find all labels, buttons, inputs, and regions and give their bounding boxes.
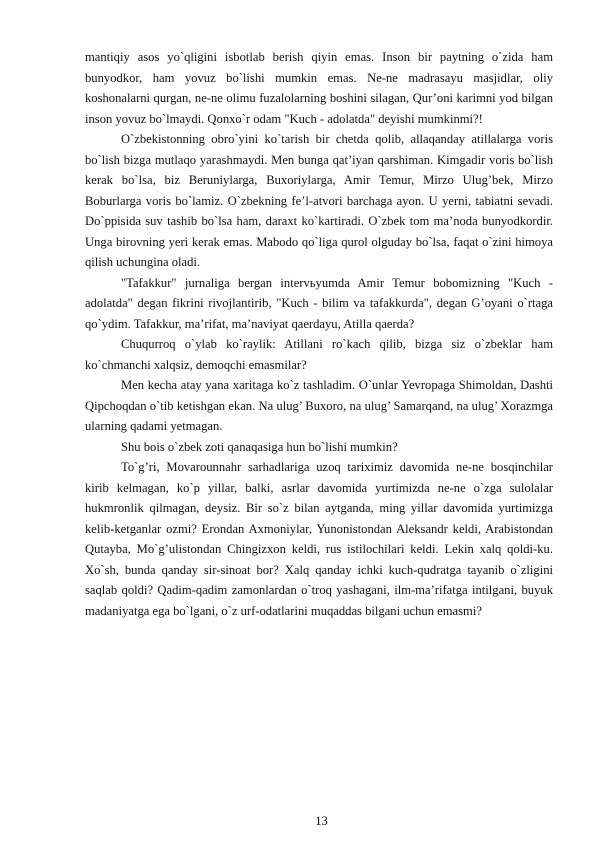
paragraph: "Tafakkur" jurnaliga bergan intervьyumda Amir Temur bobomizning "Kuch - adolatda" degan fikrini rivojlantirib, "Kuch - bilim va tafakkurda", degan G’oyani o`rtaga qo`ydim. Tafakkur, ma’rifat, ma’naviyat qaerdayu, Atilla qaerda? — [85, 275, 553, 331]
body-text — [85, 47, 553, 621]
paragraph: Shu bois o`zbek zoti qanaqasiga hun bo`lishi mumkin? — [121, 439, 398, 454]
paragraph: O`zbekistonning obro`yini ko`tarish bir chetda qolib, allaqanday atillalarga voris bo`lish bizga mutlaqo yarashmaydi. Men bunga qat’iyan qarshiman. Kimgadir voris bo`lish kerak bo`lsa, biz Beruniylarga, Buxoriylarga, Amir Temur, Mirzo Ulug’bek, Mirzo Boburlarga voris bo`lamiz. O`zbekning fe’l-atvori barchaga ayon. U yerni, tabiatni sevadi. Do`ppisida suv tashib bo`lsa ham, daraxt ko`kartiradi. O`zbek tom ma’noda bunyodkordir. Unga birovning yeri kerak emas. Mabodo qo`liga qurol olguday bo`lsa, faqat o`zini himoya qilish uchungina oladi. — [85, 132, 553, 269]
paragraph-continuation: mantiqiy asos yo`qligini isbotlab berish qiyin emas. Inson bir paytning o`zida ham bunyodkor, ham yovuz bo`lishi mumkin emas. Ne-ne madrasayu masjidlar, oliy koshonalarni qurgan, ne-ne olimu fuzalolarning boshini silagan, Qur’oni karimni yod bilgan inson yovuz bo`lmaydi. Qonxo`r odam "Kuch - adolatda" deyishi mumkinmi?! — [85, 50, 553, 126]
paragraph: To`g’ri, Movarounnahr sarhadlariga uzoq tariximiz davomida ne-ne bosqinchilar kirib kelmagan, ko`p yillar, balki, asrlar davomida yurtimizda ne-ne o`zga sulolalar hukmronlik qilmagan, deysiz. Bir so`z bilan aytganda, ming yillar davomida yurtimizga kelib-ketganlar ozmi? Erondan Axmoniylar, Yunonistondan Aleksandr keldi, Arabistondan Qutayba, Mo`g’ulistondan Chingizxon keldi, rus istilochilari keldi. Lekin xalq qoldi-ku. Xo`sh, bunda qanday sir-sinoat bor? Xalq qanday ichki kuch-qudratga tayanib o`zligini saqlab qoldi? Qadim-qadim zamonlardan o`troq yashagani, ilm-ma’rifatga intilgani, buyuk madaniyatga ega bo`lgani, o`z urf-odatlarini muqaddas bilgani uchun emasmi? — [85, 460, 553, 618]
paragraph: Men kecha atay yana xaritaga ko`z tashladim. O`unlar Yevropaga Shimoldan, Dashti Qipchoqdan o`tib ketishgan ekan. Na ulug’ Buxoro, na ulug’ Samarqand, na ulug’ Xorazmga ularning qadami yetmagan. — [85, 378, 553, 433]
page-number: 13 — [315, 814, 328, 828]
paragraph: Chuqurroq o`ylab ko`raylik: Atillani ro`kach qilib, bizga siz o`zbeklar ham ko`chmanchi xalqsiz, demoqchi emasmilar? — [85, 337, 553, 372]
